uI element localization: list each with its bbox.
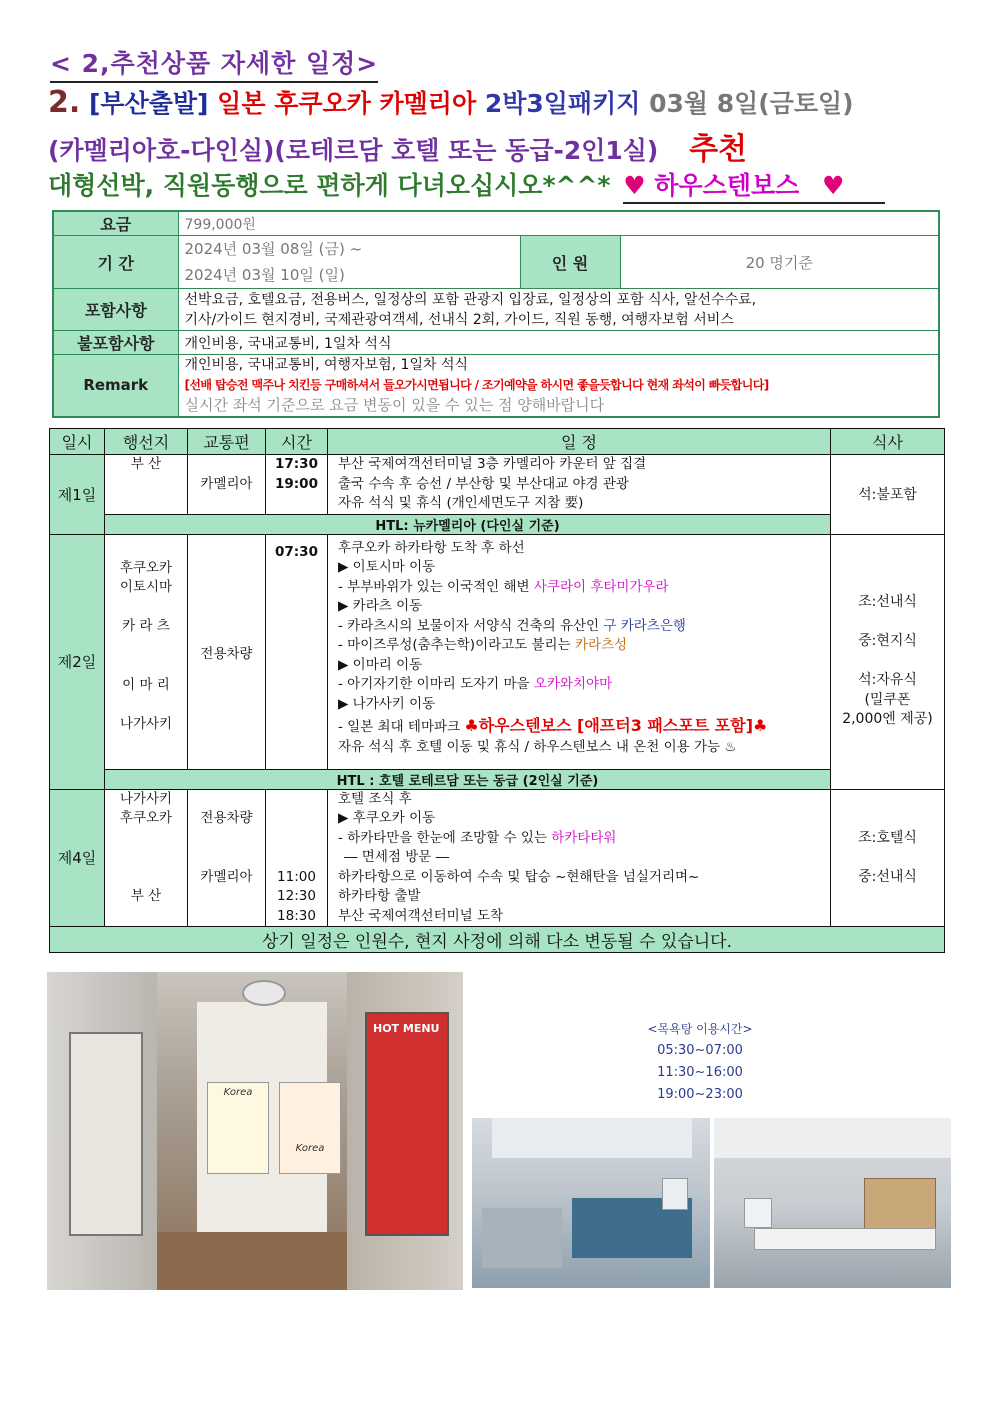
price-info-table xyxy=(52,210,940,418)
bath-window xyxy=(662,1178,688,1210)
recommend-label: 추천 xyxy=(689,132,748,167)
korea-poster-left: Korea xyxy=(207,1082,269,1174)
product-number: 2. xyxy=(48,85,81,120)
brand-underline xyxy=(623,166,885,204)
package-type: 2박3일패키지 xyxy=(484,89,641,118)
day2-time: 07:30 xyxy=(266,534,328,769)
day2-meals: 조:선내식 중:현지식 석:자유식 (밀쿠폰 2,000엔 제공) xyxy=(831,534,945,789)
day2-destinations: 후쿠오카 이토시마 카 라 츠 이 마 리 나가사키 xyxy=(105,534,188,769)
product-title xyxy=(48,84,854,120)
remark-label: Remark xyxy=(53,355,178,417)
day1-itinerary: 부산 국제여객선터미널 3층 카멜리아 카운터 앞 집결 출국 수속 후 승선 / 부산항 및 부산대교 야경 관광 자유 석식 및 휴식 (개인세면도구 지참 要) xyxy=(328,455,831,515)
day4-destinations: 나가사키 후쿠오카 부 산 xyxy=(105,789,188,927)
washroom-window xyxy=(744,1198,772,1228)
day2-transport: 전용차량 xyxy=(188,534,266,769)
ceiling-light xyxy=(242,980,286,1006)
itinerary-table xyxy=(49,428,945,953)
washroom-photo xyxy=(714,1118,951,1288)
day2-hotel: HTL : 호텔 로테르담 또는 동급 (2인실 기준) xyxy=(105,769,831,789)
header-transport: 교통편 xyxy=(188,429,266,455)
corridor-floor xyxy=(157,1232,347,1290)
travel-date: 03월 8일(금토일) xyxy=(649,89,854,118)
day2-label: 제2일 xyxy=(50,534,105,789)
vending-machine-left xyxy=(69,1032,143,1236)
period-label: 기 간 xyxy=(53,236,178,289)
heart-icon: ♥ xyxy=(822,171,845,200)
period-value: 2024년 03월 08일 (금) ~ 2024년 03월 10일 (일) xyxy=(178,236,520,289)
day4-transport: 전용차량 카멜리아 xyxy=(188,789,266,927)
bath-wash-area xyxy=(482,1208,562,1268)
day1-label: 제1일 xyxy=(50,455,105,535)
bath-ceiling xyxy=(492,1118,692,1158)
accommodation-line xyxy=(48,124,747,168)
day1-times: 17:30 19:00 xyxy=(266,455,328,515)
day2-itinerary: 후쿠오카 하카타항 도착 후 하선 ▶ 이토시마 이동 - 부부바위가 있는 이국적인 해변 사쿠라이 후타미가우라 ▶ 카라츠 이동 - 카라츠시의 보물이자 서양식 건축의 유산인 구 카라츠은행 - 마이즈루성(춤추는학)이라고도 불리는 카라츠성 ▶ 이마리 이동 - 아기자기한 이마리 도자기 마을 오카와치야마 ▶ 나가사키 이동 - 일본 최대 테마파크 ♣하우스텐보스 [애프터3 패스포트 포함]♣ 자유 석식 후 호텔 이동 및 휴식 / 하우스텐보스 내 온천 이용 가능 ♨ xyxy=(328,534,831,769)
accommodation-text: (카멜리아호-다인실)(로테르담 호텔 또는 동급-2인1실) xyxy=(48,136,659,165)
inclusions-label: 포함사항 xyxy=(53,289,178,331)
fee-value: 799,000원 xyxy=(178,211,939,236)
day1-meals: 석:불포함 xyxy=(831,455,945,535)
washroom-ceiling xyxy=(714,1118,951,1158)
day4-label: 제4일 xyxy=(50,789,105,927)
washroom-counter xyxy=(754,1228,936,1250)
heart-icon: ♥ xyxy=(623,171,646,200)
day4-itinerary: 호텔 조식 후 ▶ 후쿠오카 이동 - 하카타만을 한눈에 조망할 수 있는 하카타타워 ― 면세점 방문 ― 하카타항으로 이동하여 수속 및 탑승 ~현해탄을 넘실거리며~ 하카타항 출발 부산 국제여객선터미널 도착 xyxy=(328,789,831,927)
schedule-footer-note: 상기 일정은 인원수, 현지 사정에 의해 다소 변동될 수 있습니다. xyxy=(50,927,945,953)
day4-meals: 조:호텔식 중:선내식 xyxy=(831,789,945,927)
destination-country: 일본 xyxy=(217,89,266,118)
header-itinerary: 일 정 xyxy=(328,429,831,455)
vending-machine-right xyxy=(365,1012,449,1236)
slogan-text: 대형선박, 직원동행으로 편하게 다녀오십시오*^^* xyxy=(48,171,611,200)
brand-name: 하우스텐보스 xyxy=(654,171,800,200)
korea-poster-right: Korea xyxy=(279,1082,341,1174)
bath-hours xyxy=(620,1018,780,1106)
fee-label: 요금 xyxy=(53,211,178,236)
exclusions-label: 불포함사항 xyxy=(53,331,178,355)
header-time: 시간 xyxy=(266,429,328,455)
bath-hours-3: 19:00~23:00 xyxy=(657,1087,743,1102)
inclusions-value: 선박요금, 호텔요금, 전용버스, 일정상의 포함 관광지 입장료, 일정상의 포함 식사, 알선수수료, 기사/가이드 현지경비, 국제관광여객세, 선내식 2회, 가이드, 직원 동행, 여행자보험 서비스 xyxy=(178,289,939,331)
ship-corridor-photo xyxy=(47,972,463,1290)
exclusions-value: 개인비용, 국내교통비, 1일차 석식 xyxy=(178,331,939,355)
slogan-line xyxy=(48,166,885,204)
day1-destination: 부 산 xyxy=(105,455,188,515)
remark-value: 개인비용, 국내교통비, 여행자보험, 1일차 석식 [선배 탑승전 맥주나 치킨등 구매하셔서 들오가시면됩니다 / 조기예약을 하시면 좋을듯합니다 현재 좌석이 빠듯합니다] 실시간 좌석 기준으로 요금 변동이 있을 수 있는 점 양해바랍니다 xyxy=(178,355,939,417)
header-meals: 식사 xyxy=(831,429,945,455)
header-date: 일시 xyxy=(50,429,105,455)
people-value: 20 명기준 xyxy=(620,236,939,289)
washroom-shelves xyxy=(864,1178,936,1230)
day1-transport: 카멜리아 xyxy=(188,455,266,515)
page-heading: < 2,추천상품 자세한 일정> xyxy=(50,44,378,83)
header-destination: 행선지 xyxy=(105,429,188,455)
people-label: 인 원 xyxy=(520,236,620,289)
bath-hours-2: 11:30~16:00 xyxy=(657,1065,743,1080)
public-bath-photo xyxy=(472,1118,710,1288)
departure-label: [부산출발] xyxy=(89,89,209,118)
destination-name: 후쿠오카 카멜리아 xyxy=(274,89,477,118)
day1-hotel: HTL: 뉴카멜리아 (다인실 기준) xyxy=(105,514,831,534)
day4-times: 11:00 12:30 18:30 xyxy=(266,789,328,927)
hot-menu-label: HOT MENU xyxy=(373,1022,440,1035)
bath-hours-title: <목욕탕 이용시간> xyxy=(647,1022,753,1036)
bath-hours-1: 05:30~07:00 xyxy=(657,1043,743,1058)
